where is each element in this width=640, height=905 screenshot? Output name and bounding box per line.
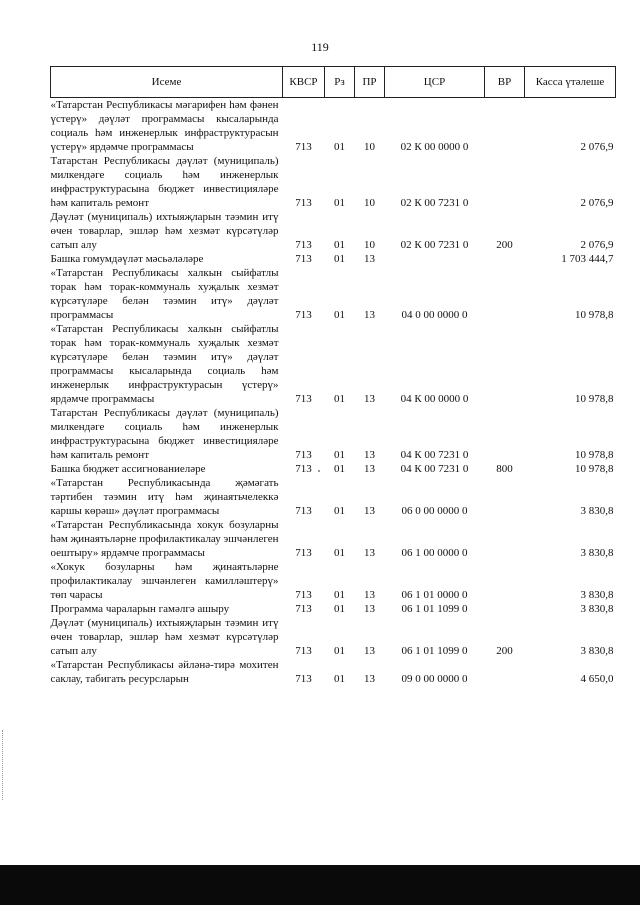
cell-csr: 02 К 00 7231 0 xyxy=(400,197,469,209)
header-amount: Касса үтәлеше xyxy=(525,67,616,98)
cell-vr xyxy=(485,406,525,462)
budget-table xyxy=(50,66,616,686)
cell-vr xyxy=(485,252,525,266)
cell-vr xyxy=(485,658,525,686)
header-vr: ВР xyxy=(485,67,525,98)
header-name: Исеме xyxy=(51,67,283,98)
table-row xyxy=(51,322,616,406)
table-row xyxy=(51,476,616,518)
cell-pr: 13 xyxy=(364,505,375,517)
cell-rz: 01 xyxy=(334,589,345,601)
cell-csr: 02 К 00 7231 0 xyxy=(400,239,469,251)
cell-vr xyxy=(485,560,525,602)
cell-amount: 2 076,9 xyxy=(580,197,614,209)
cell-rz: 01 xyxy=(334,547,345,559)
cell-kvsr: 713 xyxy=(295,589,312,601)
cell-amount: 1 703 444,7 xyxy=(561,253,614,265)
cell-vr: 800 xyxy=(496,463,513,475)
table-row xyxy=(51,462,616,476)
cell-kvsr: 713 xyxy=(295,393,312,405)
cell-csr: 06 1 01 1099 0 xyxy=(401,603,468,615)
table-row xyxy=(51,98,616,155)
cell-name: Башка бюджет ассигнованиеләре xyxy=(50,463,206,475)
cell-csr: 04 К 00 0000 0 xyxy=(400,393,469,405)
table-row xyxy=(51,210,616,252)
cell-pr: 13 xyxy=(364,449,375,461)
table-row xyxy=(51,266,616,322)
cell-csr xyxy=(385,252,485,266)
cell-amount: 2 076,9 xyxy=(580,141,614,153)
scan-speck xyxy=(318,470,320,472)
cell-pr: 13 xyxy=(364,547,375,559)
cell-rz: 01 xyxy=(334,449,345,461)
cell-csr: 09 0 00 0000 0 xyxy=(401,673,468,685)
cell-rz: 01 xyxy=(334,197,345,209)
cell-amount: 3 830,8 xyxy=(580,589,614,601)
cell-kvsr: 713 xyxy=(295,141,312,153)
cell-name: «Татарстан Республикасы әйләнә-тирә мохитен саклау, табигать ресурсларын xyxy=(50,659,279,685)
cell-kvsr: 713 xyxy=(295,449,312,461)
scan-bottom-border xyxy=(0,865,640,905)
cell-rz: 01 xyxy=(334,673,345,685)
cell-rz: 01 xyxy=(334,603,345,615)
cell-name: «Татарстан Республикасында хокук бозуларны һәм җинаятьләрне профилактикалау эшчәнлеген оештыру» ярдәмче программасы xyxy=(50,519,279,559)
page-number: 119 xyxy=(311,40,329,54)
cell-amount: 3 830,8 xyxy=(580,505,614,517)
table-row xyxy=(51,658,616,686)
cell-kvsr: 713 xyxy=(295,197,312,209)
cell-csr: 04 К 00 7231 0 xyxy=(400,463,469,475)
cell-amount: 3 830,8 xyxy=(580,547,614,559)
cell-rz: 01 xyxy=(334,253,345,265)
header-kvsr: КВСР xyxy=(283,67,325,98)
cell-vr xyxy=(485,98,525,155)
cell-csr: 04 0 00 0000 0 xyxy=(401,309,468,321)
cell-amount: 10 978,8 xyxy=(575,449,614,461)
cell-pr: 13 xyxy=(364,393,375,405)
table-row xyxy=(51,560,616,602)
cell-pr: 13 xyxy=(364,463,375,475)
cell-amount: 10 978,8 xyxy=(575,393,614,405)
cell-name: Дәүләт (муниципаль) ихтыяҗларын тәэмин итү өчен товарлар, эшләр һәм хезмәт күрсәтүләр сатып алу xyxy=(50,211,279,251)
cell-vr: 200 xyxy=(496,239,513,251)
cell-name: «Татарстан Республикасы халкын сыйфатлы торак һәм торак-коммуналь хуҗалык хезмәт күрсәтүләре белән тәэмин итү» дәүләт программасы xyxy=(50,267,279,321)
table-row xyxy=(51,406,616,462)
cell-name: Программа чараларын гамәлгә ашыру xyxy=(50,603,230,615)
cell-kvsr: 713 xyxy=(295,645,312,657)
cell-csr: 06 0 00 0000 0 xyxy=(401,505,468,517)
cell-pr: 13 xyxy=(364,253,375,265)
cell-rz: 01 xyxy=(334,239,345,251)
cell-pr: 13 xyxy=(364,309,375,321)
table-row xyxy=(51,602,616,616)
cell-amount: 3 830,8 xyxy=(580,645,614,657)
cell-name: «Хокук бозуларны һәм җинаятьләрне профилактикалау эшчәнлеген камилләштерү» төп чарасы xyxy=(50,561,279,601)
table-row xyxy=(51,154,616,210)
cell-vr xyxy=(485,518,525,560)
cell-csr: 04 К 00 7231 0 xyxy=(400,449,469,461)
cell-name: «Татарстан Республикасында җәмәгать тәртибен тәэмин итү һәм җинаятьчелеккә каршы көрәш» дәүләт программасы xyxy=(50,477,279,517)
cell-kvsr: 713 xyxy=(295,253,312,265)
cell-pr: 13 xyxy=(364,645,375,657)
cell-kvsr: 713 xyxy=(295,309,312,321)
cell-amount: 3 830,8 xyxy=(580,603,614,615)
cell-name: Татарстан Республикасы дәүләт (муниципаль) милкендәге социаль һәм инженерлык инфраструктурасына бюджет инвестицияләре һәм капиталь ремонт xyxy=(50,155,279,209)
margin-marks xyxy=(2,730,6,800)
cell-amount: 10 978,8 xyxy=(575,463,614,475)
table-header-row xyxy=(51,67,616,98)
cell-vr xyxy=(485,322,525,406)
header-csr: ЦСР xyxy=(385,67,485,98)
header-rz: Рз xyxy=(325,67,355,98)
cell-amount: 10 978,8 xyxy=(575,309,614,321)
cell-pr: 13 xyxy=(364,603,375,615)
cell-csr: 06 1 01 0000 0 xyxy=(401,589,468,601)
table-body xyxy=(51,98,616,687)
cell-name: Дәүләт (муниципаль) ихтыяҗларын тәэмин итү өчен товарлар, эшләр һәм хезмәт күрсәтүләр сатып алу xyxy=(50,617,279,657)
cell-kvsr: 713 xyxy=(295,239,312,251)
table-row xyxy=(51,252,616,266)
cell-vr xyxy=(485,602,525,616)
cell-pr: 13 xyxy=(364,589,375,601)
cell-kvsr: 713 xyxy=(295,463,312,475)
cell-amount: 2 076,9 xyxy=(580,239,614,251)
cell-pr: 13 xyxy=(364,673,375,685)
cell-vr xyxy=(485,154,525,210)
cell-vr xyxy=(485,476,525,518)
cell-pr: 10 xyxy=(364,141,375,153)
cell-kvsr: 713 xyxy=(295,505,312,517)
cell-rz: 01 xyxy=(334,309,345,321)
cell-kvsr: 713 xyxy=(295,673,312,685)
cell-name: «Татарстан Республикасы халкын сыйфатлы торак һәм торак-коммуналь хуҗалык хезмәт күрсәтүләре белән тәэмин итү» дәүләт программасы кысаларында социаль һәм инженерлык инфраструктурасын үстерү» ярдәмче программасы xyxy=(50,323,279,405)
cell-vr: 200 xyxy=(496,645,513,657)
cell-pr: 10 xyxy=(364,239,375,251)
cell-pr: 10 xyxy=(364,197,375,209)
cell-rz: 01 xyxy=(334,141,345,153)
cell-vr xyxy=(485,266,525,322)
cell-kvsr: 713 xyxy=(295,603,312,615)
cell-name: Башка гомумдәүләт мәсьәләләре xyxy=(50,253,204,265)
table-row xyxy=(51,518,616,560)
cell-rz: 01 xyxy=(334,505,345,517)
cell-csr: 06 1 01 1099 0 xyxy=(401,645,468,657)
cell-amount: 4 650,0 xyxy=(580,673,614,685)
cell-csr: 02 К 00 0000 0 xyxy=(400,141,469,153)
cell-name: «Татарстан Республикасы мәгарифен һәм фәнен үстерү» дәүләт программасы кысаларында социаль һәм инженерлык инфраструктурасын үстерү» ярдәмче программасы xyxy=(50,99,279,153)
header-pr: ПР xyxy=(355,67,385,98)
cell-csr: 06 1 00 0000 0 xyxy=(401,547,468,559)
table-row xyxy=(51,616,616,658)
cell-rz: 01 xyxy=(334,645,345,657)
cell-rz: 01 xyxy=(334,393,345,405)
cell-name: Татарстан Республикасы дәүләт (муниципаль) милкендәге социаль һәм инженерлык инфраструктурасына бюджет инвестицияләре һәм капиталь ремонт xyxy=(50,407,279,461)
cell-rz: 01 xyxy=(334,463,345,475)
cell-kvsr: 713 xyxy=(295,547,312,559)
